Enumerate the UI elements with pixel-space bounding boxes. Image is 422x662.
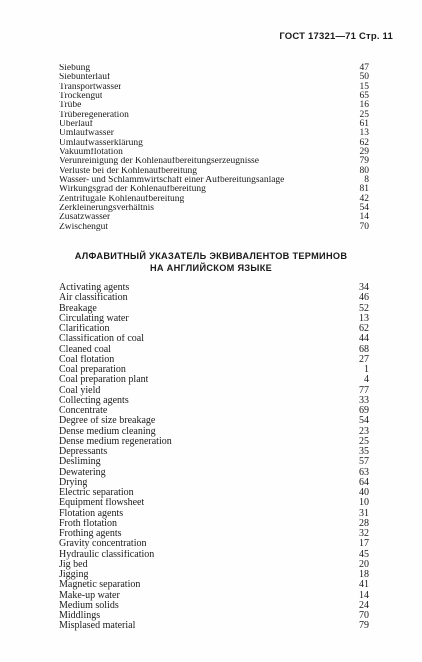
entry-page-number: 4 [364,374,369,386]
index-entry [59,427,369,437]
entry-term: Drying [59,477,88,488]
index-entry [59,176,369,185]
entry-page-number: 79 [359,156,369,167]
index-entry [59,345,369,355]
index-entry [59,519,369,529]
entry-page-number: 29 [359,146,369,157]
index-entry [59,185,369,194]
entry-page-number: 54 [359,202,369,213]
entry-page-number: 25 [359,109,369,120]
entry-term: Equipment flowsheet [59,498,145,509]
entry-term: Umlaufwasser [59,129,114,139]
entry-page-number: 32 [359,528,369,539]
entry-term: Clarification [59,324,110,334]
entry-page-number: 17 [359,538,369,550]
index-entry [59,468,369,478]
entry-term: Dewatering [59,467,106,478]
entry-page-number: 25 [359,435,369,447]
entry-term: Zerkleinerungsverhältnis [59,203,154,213]
index-entry [59,488,369,498]
index-entry [59,580,369,590]
entry-term: Hydraulic classification [59,549,155,560]
index-entry [59,539,369,549]
entry-page-number: 23 [359,425,369,437]
index-entry [59,314,369,324]
entry-page-number: 24 [359,599,369,611]
index-entry [59,416,369,426]
entry-term: Wasser- und Schlammwirtschaft einer Aufbereitungsanlage [59,175,285,185]
entry-page-number: 13 [359,312,369,324]
entry-page-number: 31 [359,507,369,519]
index-entry [59,304,369,314]
entry-term: Collecting agents [59,395,129,406]
index-entry [59,157,369,166]
entry-page-number: 81 [359,184,369,195]
index-entry [59,457,369,467]
entry-page-number: 45 [359,548,369,560]
entry-term: Siebunterlauf [59,73,111,83]
entry-term: Misplased material [59,621,136,632]
index-entry [59,283,369,293]
index-entry [59,406,369,416]
entry-page-number: 50 [359,72,369,83]
entry-page-number: 57 [359,456,369,468]
index-entry [59,529,369,539]
entry-page-number: 64 [359,476,369,488]
entry-page-number: 63 [359,466,369,478]
entry-term: Middlings [59,611,101,621]
entry-term: Depressants [59,447,108,457]
index-entry [59,437,369,447]
index-entry [59,591,369,601]
entry-term: Air classification [59,293,128,304]
index-entry [59,560,369,570]
entry-page-number: 15 [359,81,369,92]
index-entry [59,478,369,488]
page-header: ГОСТ 17321—71 Стр. 11 [279,31,393,42]
english-index-title [0,250,422,274]
index-entry [59,334,369,344]
entry-term: Jig bed [59,559,88,570]
index-entry [59,611,369,621]
entry-page-number: 41 [359,579,369,591]
entry-term: Coal flotation [59,354,115,365]
index-entry [59,129,369,138]
entry-term: Activating agents [59,283,130,293]
entry-page-number: 46 [359,292,369,304]
entry-page-number: 34 [359,282,369,293]
entry-term: Flotation agents [59,508,124,519]
entry-term: Coal preparation [59,365,126,375]
index-entry [59,375,369,385]
index-entry [59,223,369,232]
entry-page-number: 77 [359,384,369,396]
entry-page-number: 33 [359,394,369,406]
entry-page-number: 40 [359,487,369,498]
entry-term: Vakuumflotation [59,147,123,157]
entry-term: Electric separation [59,488,134,498]
entry-page-number: 35 [359,446,369,457]
index-entry [59,396,369,406]
entry-term: Zusatzwasser [59,213,111,223]
entry-term: Siebung [59,64,91,73]
entry-page-number: 18 [359,569,369,580]
index-entry [59,447,369,457]
index-entry [59,365,369,375]
entry-term: Degree of size breakage [59,416,156,427]
index-entry [59,83,369,92]
entry-page-number: 42 [359,193,369,204]
index-entry [59,213,369,222]
entry-term: Concentrate [59,406,108,416]
english-terms-list [59,283,369,632]
index-entry [59,550,369,560]
entry-page-number: 61 [359,118,369,129]
index-entry [59,601,369,611]
index-entry [59,355,369,365]
entry-term: Trübe [59,101,82,111]
entry-term: Breakage [59,303,97,314]
english-index-title-line1: АЛФАВИТНЫЙ УКАЗАТЕЛЬ ЭКВИВАЛЕНТОВ ТЕРМИНОВ [74,251,348,261]
entry-page-number: 47 [359,63,369,73]
entry-term: Magnetic separation [59,580,141,591]
index-entry [59,293,369,303]
entry-term: Verunreinigung der Kohlenaufbereitungserzeugnisse [59,157,259,167]
entry-term: Make-up water [59,590,120,601]
entry-term: Wirkungsgrad der Kohlenaufbereitung [59,185,206,195]
entry-term: Classification of coal [59,334,144,345]
entry-term: Medium solids [59,600,119,611]
entry-page-number: 62 [359,323,369,334]
index-entry [59,101,369,110]
entry-term: Transportwasser [59,82,122,92]
index-entry [59,139,369,148]
entry-page-number: 8 [364,174,369,185]
entry-page-number: 65 [359,90,369,101]
entry-page-number: 79 [359,620,369,632]
entry-page-number: 27 [359,353,369,365]
entry-page-number: 70 [359,221,369,232]
index-entry [59,111,369,120]
entry-page-number: 16 [359,100,369,111]
entry-term: Froth flotation [59,518,118,529]
index-entry [59,386,369,396]
index-entry [59,92,369,101]
entry-term: Verluste bei der Kohlenaufbereitung [59,166,197,176]
entry-page-number: 14 [359,589,369,601]
entry-term: Frothing agents [59,529,122,539]
entry-term: Umlaufwasserklärung [59,138,143,148]
index-entry [59,167,369,176]
entry-term: Jigging [59,570,89,580]
index-entry [59,148,369,157]
entry-page-number: 80 [359,165,369,176]
entry-page-number: 10 [359,497,369,509]
index-entry [59,73,369,82]
entry-term: Zwischengut [59,222,109,232]
entry-page-number: 44 [359,333,369,345]
entry-page-number: 68 [359,343,369,355]
entry-term: Coal preparation plant [59,375,149,386]
index-entry [59,621,369,631]
entry-term: Dense medium regeneration [59,436,172,447]
entry-page-number: 54 [359,415,369,427]
index-entry [59,64,369,73]
index-entry [59,509,369,519]
entry-term: Trüberegeneration [59,110,129,120]
entry-term: Cleaned coal [59,344,111,355]
german-terms-list [59,64,369,232]
entry-page-number: 1 [364,364,369,375]
index-entry [59,204,369,213]
entry-term: Gravity concentration [59,539,147,550]
entry-page-number: 14 [359,212,369,223]
entry-page-number: 52 [359,302,369,314]
entry-page-number: 70 [359,610,369,621]
index-entry [59,120,369,129]
index-entry [59,570,369,580]
entry-page-number: 62 [359,137,369,148]
entry-term: Überlauf [59,119,93,129]
entry-page-number: 28 [359,517,369,529]
entry-term: Desliming [59,457,101,468]
entry-term: Dense medium cleaning [59,426,156,437]
entry-page-number: 20 [359,558,369,570]
entry-term: Coal yield [59,385,101,396]
entry-term: Circulating water [59,313,129,324]
entry-term: Trockengut [59,91,103,101]
index-entry [59,324,369,334]
entry-page-number: 13 [359,128,369,139]
english-index-title-line2: НА АНГЛИЙСКОМ ЯЗЫКЕ [149,263,273,273]
entry-term: Zentrifugale Kohlenaufbereitung [59,194,185,204]
index-entry [59,498,369,508]
index-entry [59,195,369,204]
entry-page-number: 69 [359,405,369,416]
